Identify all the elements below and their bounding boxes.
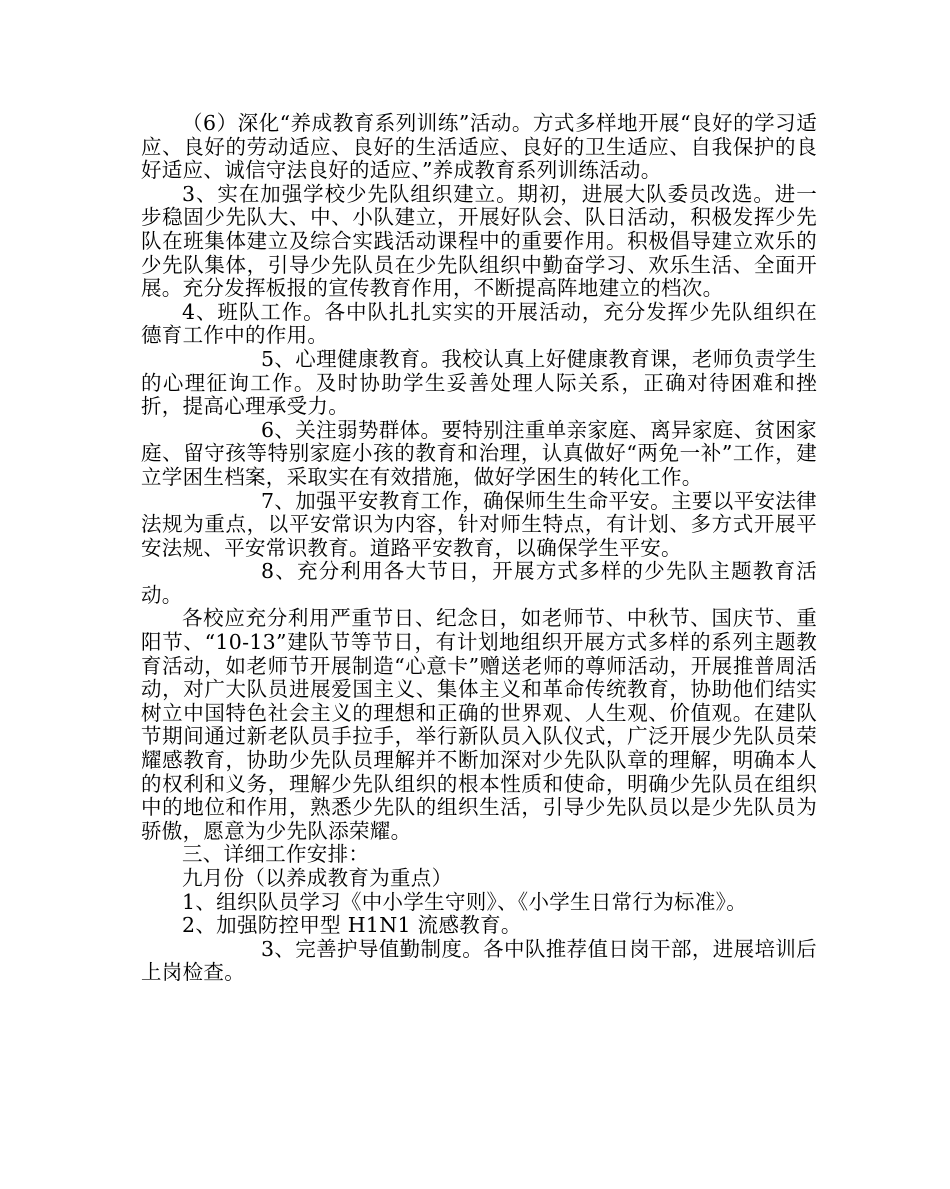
paragraph-class-team-work: 4、班队工作。各中队扎扎实实的开展活动，充分发挥少先队组织在德育工作中的作用。 xyxy=(141,299,817,348)
list-item-1: 1、组织队员学习《中小学生守则》、《小学生日常行为标准》。 xyxy=(182,889,747,914)
paragraph-organization-building: 3、实在加强学校少先队组织建立。期初，进展大队委员改选。进一步稳固少先队大、中、小队建立，开展好队会、队日活动，积极发挥少先队在班集体建立及综合实践活动课程中的重要作用。积极倡导建立欢乐的少先队集体，引导少先队员在少先队组织中勤奋学习、欢乐生活、全面开展。充分发挥板报的宣传教育作用，不断提高阵地建立的档次。 xyxy=(141,181,817,301)
paragraph-vulnerable-groups: 6、关注弱势群体。要特别注重单亲家庭、离异家庭、贫困家庭、留守孩等特别家庭小孩的教育和治理，认真做好“两免一补”工作，建立学困生档案，采取实在有效措施，做好学困生的转化工作。 xyxy=(141,417,817,489)
list-item-3: 3、完善护导值勤制度。各中队推荐值日岗干部，进展培训后上岗检查。 xyxy=(141,936,817,985)
paragraph-mental-health: 5、心理健康教育。我校认真上好健康教育课，老师负责学生的心理征询工作。及时协助学生妥善处理人际关系，正确对待困难和挫折，提高心理承受力。 xyxy=(141,346,817,419)
subheading-september: 九月份（以养成教育为重点） xyxy=(182,866,453,890)
paragraph-safety-education: 7、加强平安教育工作，确保师生生命平安。主要以平安法律法规为重点，以平安常识为内容，针对师生特点，有计划、多方式开展平安法规、平安常识教育。道路平安教育，以确保学生平安。 xyxy=(141,488,817,560)
list-item-2: 2、加强防控甲型 H1N1 流感教育。 xyxy=(182,913,522,938)
document-page xyxy=(141,112,817,985)
paragraph-habit-training: （6）深化“养成教育系列训练”活动。方式多样地开展“良好的学习适应、良好的劳动适应、良好的生活适应、良好的卫生适应、自我保护的良好适应、诚信守法良好的适应、”养成教育系列训练活动。 xyxy=(141,111,817,183)
paragraph-festival-activities: 8、充分利用各大节日，开展方式多样的少先队主题教育活动。 xyxy=(141,559,817,607)
section-heading-schedule: 三、详细工作安排： xyxy=(182,842,370,867)
paragraph-festival-details: 各校应充分利用严重节日、纪念日，如老师节、中秋节、国庆节、重阳节、“10-13”建队节等节日，有计划地组织开展方式多样的系列主题教育活动，如老师节开展制造“心意卡”赠送老师的尊师活动，开展推普周活动，对广大队员进展爱国主义、集体主义和革命传统教育，协助他们结实树立中国特色社会主义的理想和正确的世界观、人生观、价值观。在建队节期间通过新老队员手拉手，举行新队员入队仪式，广泛开展少先队员荣耀感教育，协助少先队员理解并不断加深对少先队队章的理解，明确本人的权利和义务，理解少先队组织的根本性质和使命，明确少先队员在组织中的地位和作用，熟悉少先队的组织生活，引导少先队员以是少先队员为骄傲，愿意为少先队添荣耀。 xyxy=(141,606,817,843)
